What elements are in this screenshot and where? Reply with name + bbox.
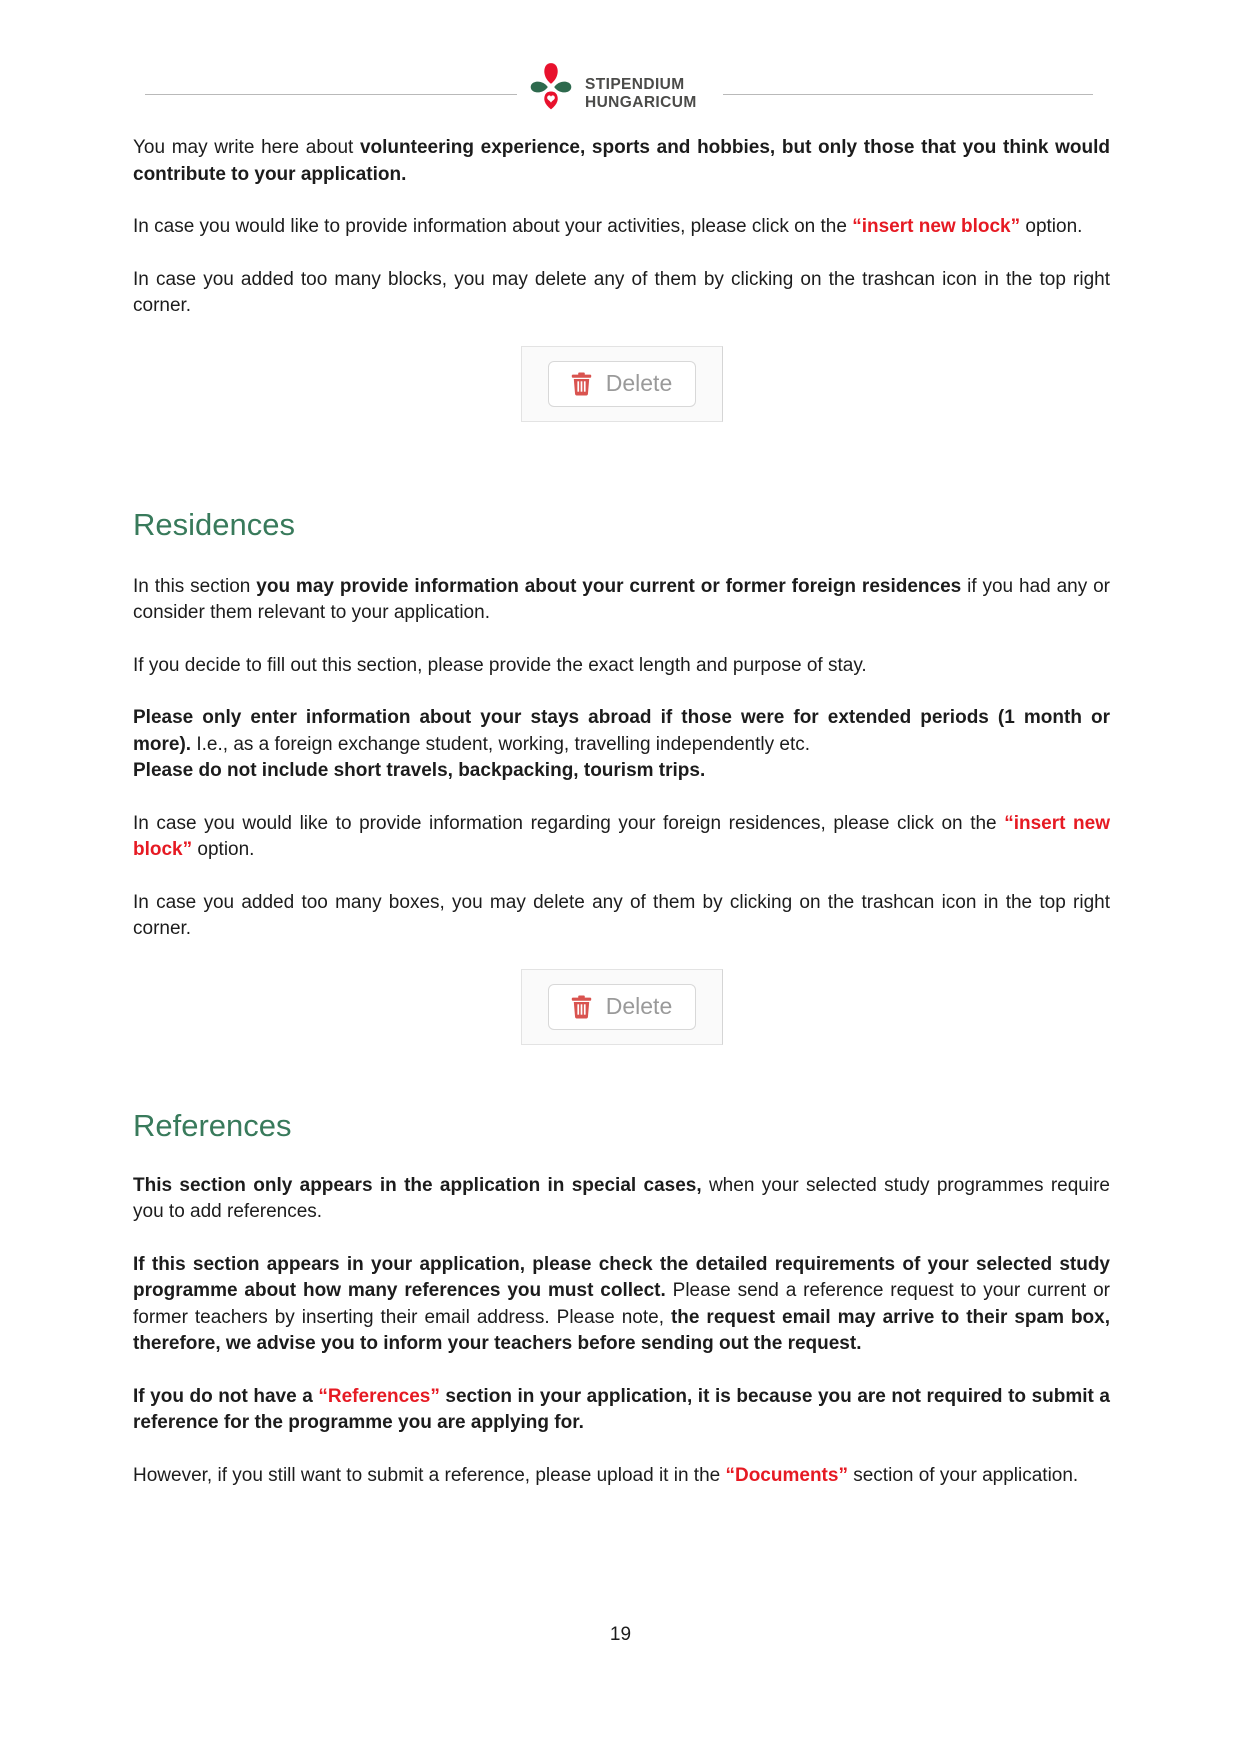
stipendium-hungaricum-logo-icon	[527, 54, 575, 125]
paragraph-extended-periods	[133, 705, 1110, 785]
delete-button-label: Delete	[605, 993, 673, 1019]
text-run: If you decide to fill out this section, please provide the exact length and purpose of stay.	[133, 654, 867, 676]
text-run: I.e., as a foreign exchange student, working, travelling independently etc.	[191, 733, 811, 755]
text-run-bold: Please do not include short travels, backpacking, tourism trips.	[133, 760, 706, 781]
logo-wordmark-line2: HUNGARICUM	[585, 94, 697, 112]
section-heading-references: References	[133, 1107, 292, 1143]
delete-button-label: Delete	[605, 370, 673, 396]
header-rule-right	[723, 94, 1093, 95]
text-run: section of your application.	[847, 1464, 1079, 1486]
text-run: when your selected study programmes require you to add references.	[133, 1174, 1110, 1222]
text-run-bold: volunteering experience, sports and hobbies, but only those that you think would contribute to your application.	[133, 137, 1110, 185]
text-run-red: “insert new block”	[852, 216, 1021, 237]
section-heading-residences: Residences	[133, 506, 295, 542]
text-run-red: “Documents”	[725, 1464, 848, 1486]
header-rule-left	[145, 94, 517, 95]
paragraph-residences-intro	[133, 574, 1110, 627]
text-run-red: “References”	[318, 1385, 440, 1407]
text-run: In case you would like to provide information about your activities, please click on the	[133, 216, 853, 237]
delete-button	[548, 984, 696, 1030]
text-run: You may write here about	[133, 137, 360, 158]
trash-icon	[571, 372, 592, 396]
text-run: option.	[192, 839, 255, 860]
text-run-bold: section in your application, it is because you are not required to submit a reference for the programme you are applying for.	[133, 1385, 1111, 1433]
paragraph-insert-new-block-residences	[133, 811, 1110, 864]
paragraph-reference-requirements	[133, 1252, 1110, 1358]
text-run-bold: the request email may arrive to their spam box, therefore, we advise you to inform your teachers before sending out the request.	[133, 1306, 1110, 1354]
text-run: option.	[1020, 216, 1083, 237]
paragraph-length-purpose	[133, 653, 1110, 680]
delete-button-screenshot	[521, 346, 723, 422]
text-run: In case you added too many blocks, you may delete any of them by clicking on the trashcan icon in the top right corner.	[133, 268, 1110, 316]
delete-button-screenshot	[521, 969, 723, 1045]
text-run: Please send a reference request to your current or former teachers by inserting their email address. Please note,	[133, 1280, 1110, 1328]
delete-button	[548, 361, 696, 407]
paragraph-insert-new-block-activities	[133, 214, 1110, 241]
paragraph-delete-boxes	[133, 890, 1110, 943]
text-run: if you had any or consider them relevant to your application.	[133, 575, 1110, 623]
text-run: In case you added too many boxes, you may delete any of them by clicking on the trashcan icon in the top right corner.	[133, 891, 1110, 939]
document-body	[133, 135, 1110, 1515]
text-run-bold: Please only enter information about your stays abroad if those were for extended periods (1 month or more).	[133, 707, 1110, 755]
logo-wordmark-line1: STIPENDIUM	[585, 76, 685, 93]
text-run-bold: If you do not have a	[133, 1385, 319, 1407]
text-run-red: “insert new block”	[133, 812, 1110, 860]
page-header	[0, 52, 1241, 132]
text-run: However, if you still want to submit a reference, please upload it in the	[133, 1464, 726, 1486]
text-run: In this section	[133, 575, 257, 597]
paragraph-delete-blocks	[133, 267, 1110, 320]
text-run-bold: If this section appears in your application, please check the detailed requirements of your selected study programme about how many references you must collect.	[133, 1253, 1110, 1301]
paragraph-documents-upload	[133, 1463, 1110, 1490]
text-run-bold: This section only appears in the application in special cases,	[133, 1174, 702, 1196]
paragraph-no-references-section	[133, 1384, 1110, 1437]
paragraph-references-intro	[133, 1173, 1110, 1226]
page-number: 19	[609, 1624, 632, 1645]
trash-icon	[571, 995, 592, 1019]
logo-wordmark	[585, 76, 697, 113]
text-run-bold: you may provide information about your current or former foreign residences	[256, 575, 962, 597]
text-run: In case you would like to provide information regarding your foreign residences, please click on the	[133, 812, 1005, 834]
paragraph-activities-intro	[133, 135, 1110, 188]
